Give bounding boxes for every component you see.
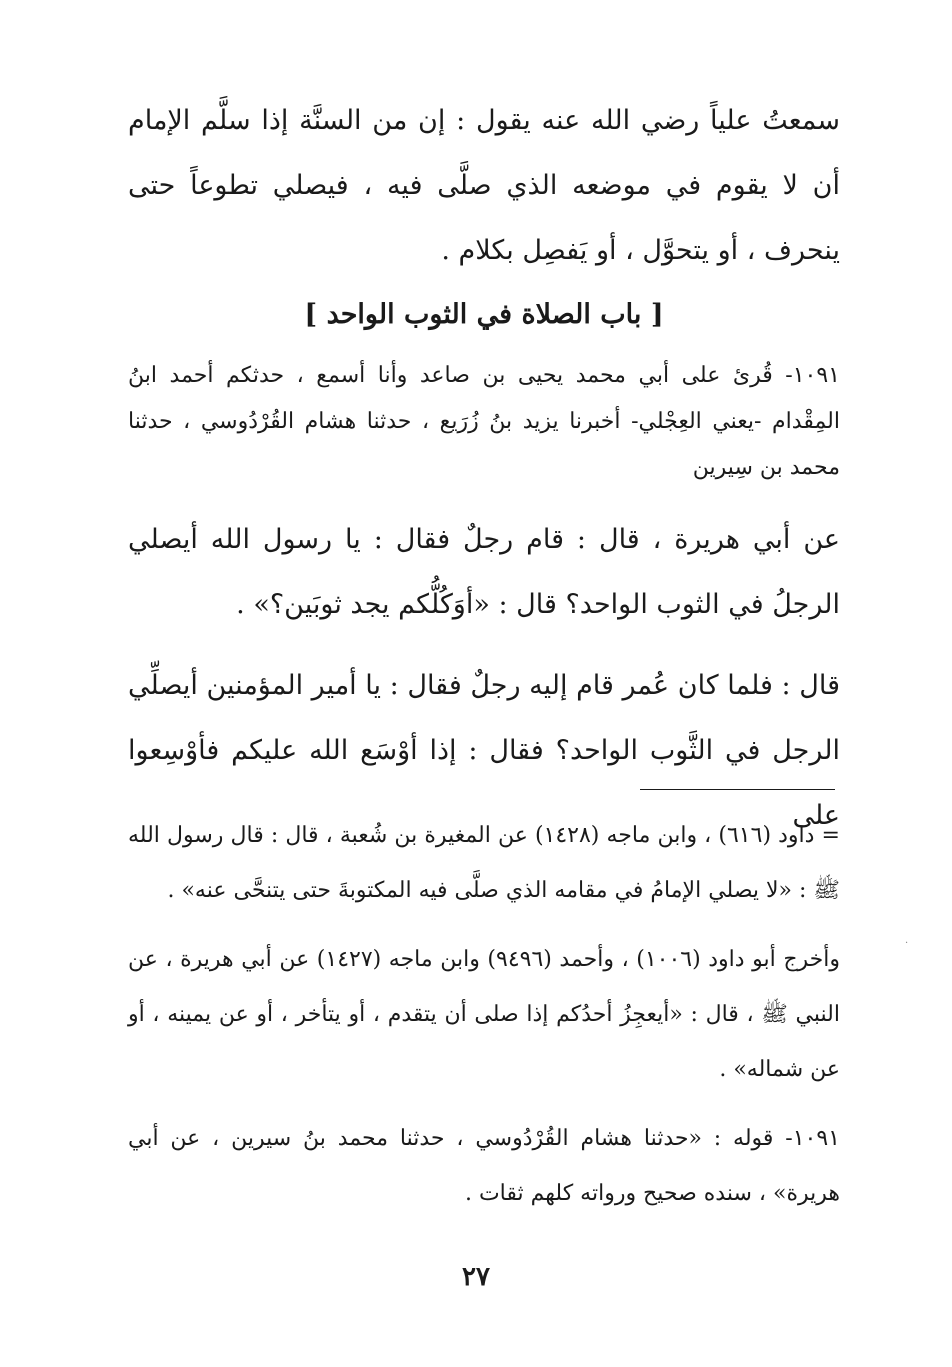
- footnote-3: ١٠٩١- قوله : «حدثنا هشام القُرْدُوسي ، حدثنا محمد بنُ سيرين ، عن أبي هريرة» ، سنده صحيح ورواته كلهم ثقات .: [128, 1126, 840, 1206]
- chapter-heading: [ باب الصلاة في الثوب الواحد ]: [304, 299, 664, 330]
- footnote-1: = داود (٦١٦) ، وابن ماجه (١٤٢٨) عن المغيرة بن شُعبة ، قال : قال رسول الله ﷺ : «لا يصلي الإمامُ في مقامه الذي صلَّى فيه المكتوبةَ حتى يتنحَّى عنه» .: [128, 823, 840, 903]
- page-number: ٢٧: [462, 1262, 490, 1292]
- footnotes: [128, 808, 840, 1221]
- margin-mark: ·: [905, 938, 909, 949]
- footnote-separator: [640, 789, 835, 790]
- hadith-isnad: ١٠٩١- قُرئ على أبي محمد يحيى بن صاعد وأنا أسمع ، حدثكم أحمد ابنُ المِقْدام -يعني العِجْلي- أخبرنا يزيد بنُ زُرَيع ، حدثنا هشام القُرْدُوسي ، حدثنا محمد بن سِيرين: [128, 363, 840, 480]
- paragraph-3: قال : فلما كان عُمر قام إليه رجلٌ فقال : يا أمير المؤمنين أيصلِّي الرجل في الثَّوب الواحد؟ فقال : إذا أوْسَع الله عليكم فأوْسِعوا على: [128, 670, 840, 831]
- main-text: [128, 88, 840, 848]
- paragraph-1: سمعتُ علياً رضي الله عنه يقول : إن من السنَّة إذا سلَّم الإمام أن لا يقوم في موضعه الذي صلَّى فيه ، فيصلي تطوعاً حتى ينحرف ، أو يتحوَّل ، أو يَفصِل بكلام .: [128, 105, 840, 266]
- footnote-2: وأخرج أبو داود (١٠٠٦) ، وأحمد (٩٤٩٦) وابن ماجه (١٤٢٧) عن أبي هريرة ، عن النبي ﷺ ، قال : «أيعجِزُ أحدُكم إذا صلى أن يتقدم ، أو يتأخر ، أو عن يمينه ، أو عن شماله» .: [128, 947, 840, 1082]
- paragraph-2: عن أبي هريرة ، قال : قام رجلٌ فقال : يا رسول الله أيصلي الرجلُ في الثوب الواحد؟ قال : «أوَكُلُّكم يجد ثوبَين؟» .: [128, 524, 840, 620]
